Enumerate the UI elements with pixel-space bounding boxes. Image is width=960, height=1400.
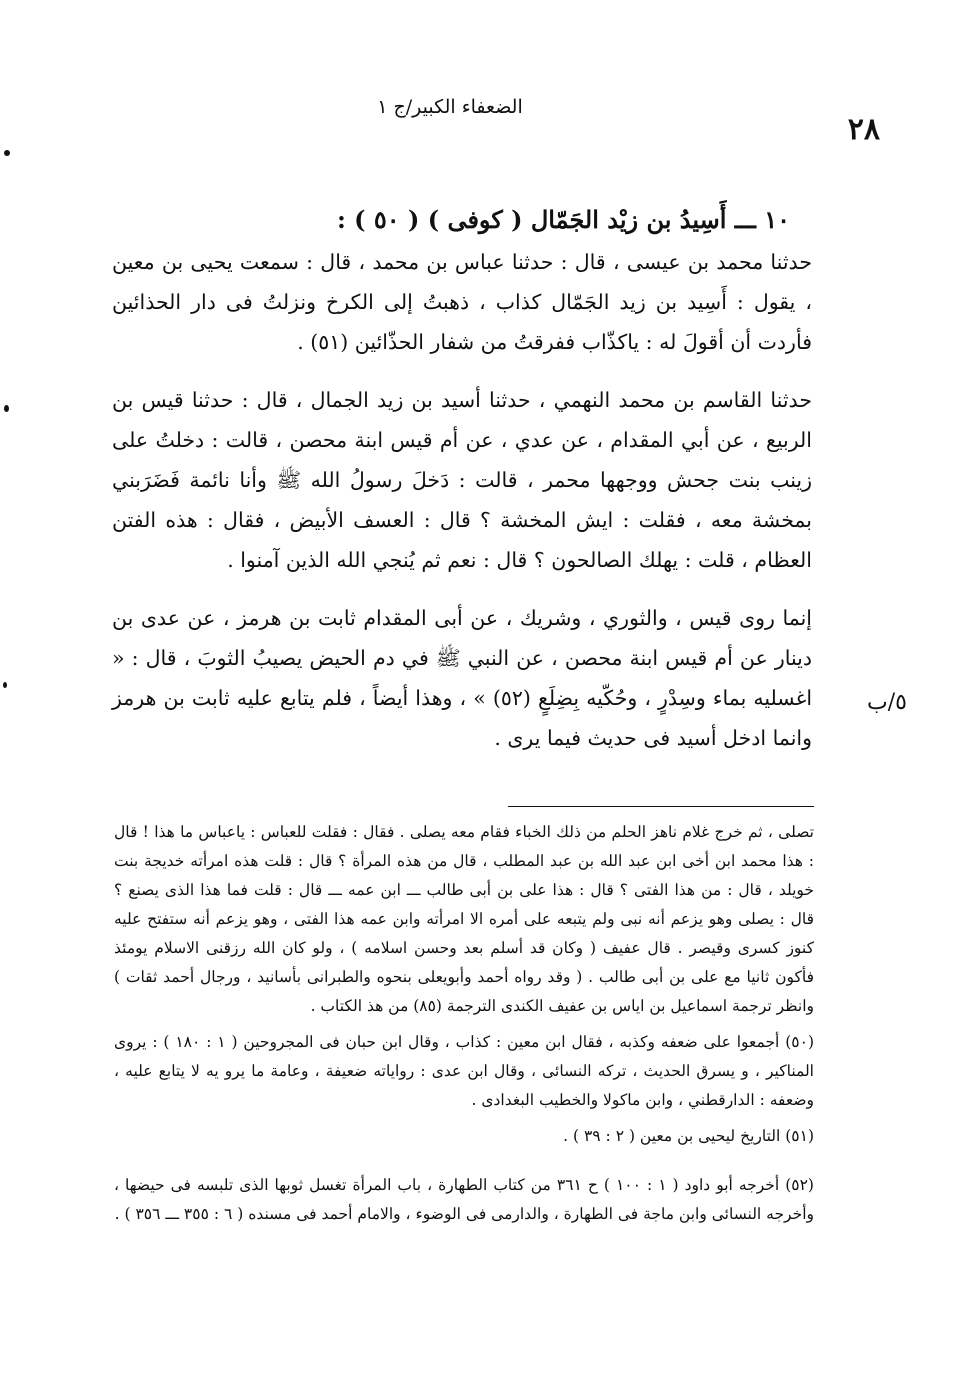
entry-title: ١٠ ـــ أَسِيدُ بن زيْد الجَمّال ( كوفى ) ( ٥٠ ) : [336,205,790,234]
scan-edge-mark [3,682,7,688]
footnote-50: (٥٠) أجمعوا على ضعفه وكذبه ، فقال ابن معين : كذاب ، وقال ابن حبان فى المجروحين ( ١ : ١٨٠ ) : يروى المناكير ، و يسرق الحديث ، تركه النسائى ، وقال ابن عدى : رواياته ضعيفة ، وعامة ما يرو يه لا يتابع عليه ، وضعفه : الدارقطني ، وابن ماكولا والخطيب البغدادى . [114,1033,814,1109]
page-number: ٢٨ [847,112,880,147]
scan-edge-mark [4,405,9,412]
margin-manuscript-reference: ٥/ب [867,690,907,715]
footnote-51: (٥١) التاريخ ليحيى بن معين ( ٢ : ٣٩ ) . [563,1127,814,1145]
paragraph-3: إنما روى قيس ، والثوري ، وشريك ، عن أبى المقدام ثابت بن هرمز ، عن عدى بن دينار عن أم قيس ابنة محصن ، عن النبي ﷺ في دم الحيض يصيبُ الثوبَ ، قال : « اغسليه بماء وسِدْرٍ ، وحُكّيه بِضِلَعٍ (٥٢) » ، وهذا أيضاً ، فلم يتابع عليه ثابت بن هرمز وانما ادخل أسيد فى حديث فيما يرى . [112,606,813,750]
footnote-52: (٥٢) أخرجه أبو داود ( ١ : ١٠٠ ) ح ٣٦١ من كتاب الطهارة ، باب المرأة تغسل ثوبها الذى تلبسه فى حيضها ، وأخرجه النسائى وابن ماجة فى الطهارة ، والدارمى فى الوضوء ، والامام أحمد فى مسنده ( ٦ : ٣٥٥ ـــ ٣٥٦ ) . [114,1176,814,1223]
scan-edge-mark [4,150,10,156]
main-text [112,200,812,776]
paragraph-2: حدثنا القاسم بن محمد النهمي ، حدثنا أسيد بن زيد الجمال ، قال : حدثنا قيس بن الربيع ، عن أبي المقدام ، عن عدي ، عن أم قيس ابنة محصن ، قالت : دخلتُ على زينب بنت جحش ووجهها محمر ، قالت : دَخلَ رسولُ الله ﷺ وأنا نائمة فَضَرَبني بمخشة معه ، فقلت : ايش المخشة ؟ قال : العسف الأبيض ، فقال : هذه الفتن العظام ، قلت : يهلك الصالحون ؟ قال : نعم ثم يُنجي الله الذين آمنوا . [112,388,812,572]
footnotes [114,818,814,1236]
paragraph-1: حدثنا محمد بن عيسى ، قال : حدثنا عباس بن محمد ، قال : سمعت يحيى بن معين ، يقول : أَسِيد بن زيد الجَمّال كذاب ، ذهبتُ إلى الكرخ ونزلتُ فى دار الحذائين فأردت أن أقولَ له : ياكذّاب ففرقتُ من شفار الحذّائين (٥١) . [112,250,812,354]
footnote-separator [508,806,814,807]
footnote-continuation: تصلى ، ثم خرج غلام ناهز الحلم من ذلك الخباء فقام معه يصلى . فقال : فقلت للعباس : ياعباس ما هذا ! قال : هذا محمد ابن أخى ابن عبد الله بن عبد المطلب ، قال من هذه المرأة ؟ قال : قلت هذه امرأته خديجة بنت خويلد ، قال : من هذا الفتى ؟ قال : هذا على بن أبى طالب ـــ ابن عمه ـــ قال : قلت فما هذا الذى يصنع ؟ قال : يصلى وهو يزعم أنه نبى ولم يتبعه على أمره الا امرأته وابن عمه هذا الفتى ، وهو يزعم أنه ستفتح عليه كنوز كسرى وقيصر . قال عفيف ( وكان قد أسلم بعد وحسن اسلامه ) ، ولو كان الله رزقنى الاسلام يومئذ فأكون ثانيا مع على بن أبى طالب . ( وقد رواه أحمد وأبويعلى بنحوه والطبرانى بأسانيد ، ورجال أحمد ثقات ) وانظر ترجمة اسماعيل بن اياس بن عفيف الكندى الترجمة (٨٥) من هذ الكتاب . [114,823,814,1015]
running-title: الضعفاء الكبير/ج ١ [377,96,523,118]
